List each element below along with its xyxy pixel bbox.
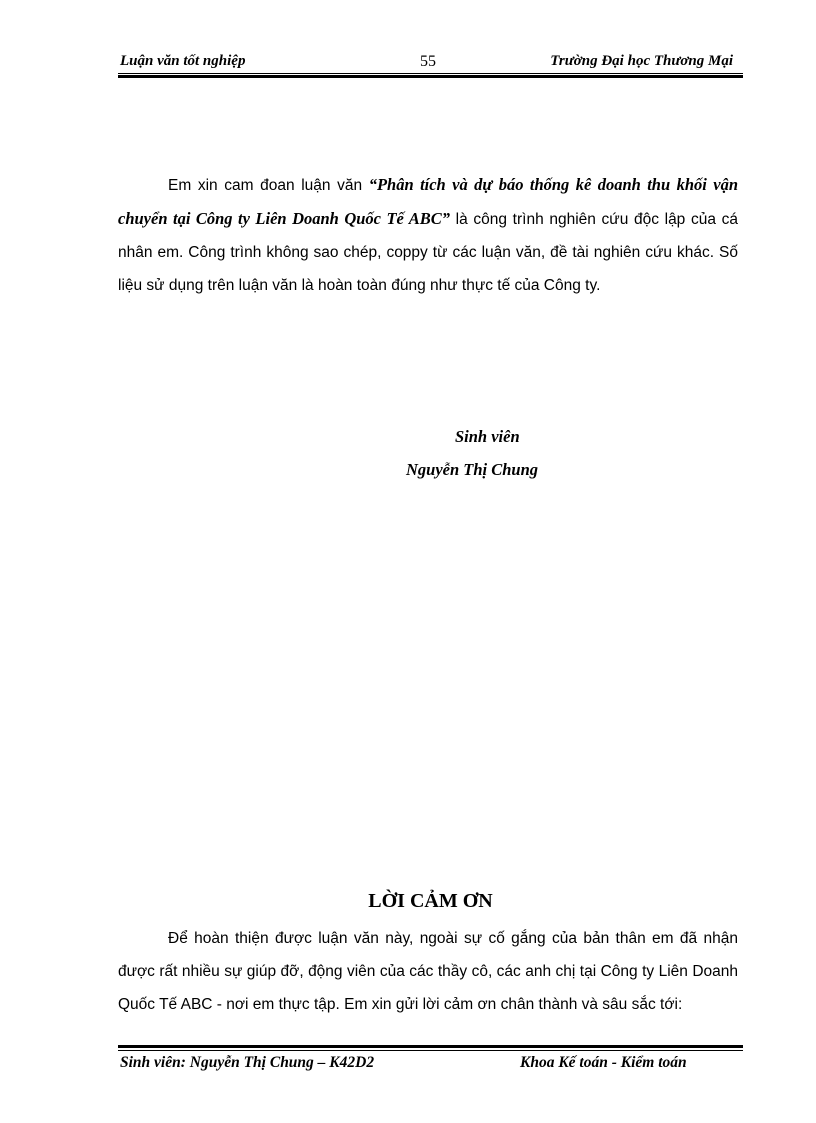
header-right-text: Trường Đại học Thương Mại xyxy=(550,53,733,69)
declaration-intro: Em xin cam đoan luận văn xyxy=(168,177,369,194)
page-number: 55 xyxy=(420,53,436,70)
declaration-paragraph xyxy=(118,168,738,302)
page-header xyxy=(118,50,743,72)
footer-left-text: Sinh viên: Nguyễn Thị Chung – K42D2 xyxy=(120,1054,375,1071)
acknowledgement-text: Để hoàn thiện được luận văn này, ngoài sự cố gắng của bản thân em đã nhận được rất nhiều sự giúp đỡ, động viên của các thầy cô, các anh chị tại Công ty Liên Doanh Quốc Tế ABC - nơi em thực tập. Em xin gửi lời cảm ơn chân thành và sâu sắc tới: xyxy=(118,930,738,1013)
footer-right-text: Khoa Kế toán - Kiểm toán xyxy=(520,1054,687,1071)
acknowledgement-paragraph xyxy=(118,922,738,1021)
acknowledgement-heading: LỜI CẢM ƠN xyxy=(368,890,493,912)
declaration-body: là công trình nghiên cứu độc lập của cá nhân em. Công trình không sao chép, coppy từ các luận văn, đề tài nghiên cứu khác. Số liệu sử dụng trên luận văn là hoàn toàn đúng như thực tế của Công ty. xyxy=(118,211,738,294)
footer-rule-thin xyxy=(118,1050,743,1051)
header-left-text: Luận văn tốt nghiệp xyxy=(120,53,246,69)
thesis-title: “Phân tích và dự báo thống kê doanh thu khối vận chuyển tại Công ty Liên Doanh Quốc Tế ABC” xyxy=(118,175,738,228)
signature-name: Nguyễn Thị Chung xyxy=(406,460,539,479)
signature-role: Sinh viên xyxy=(455,427,520,446)
header-rule-thick xyxy=(118,75,743,78)
header-rule-thin xyxy=(118,73,743,74)
footer-rule-thick xyxy=(118,1045,743,1048)
